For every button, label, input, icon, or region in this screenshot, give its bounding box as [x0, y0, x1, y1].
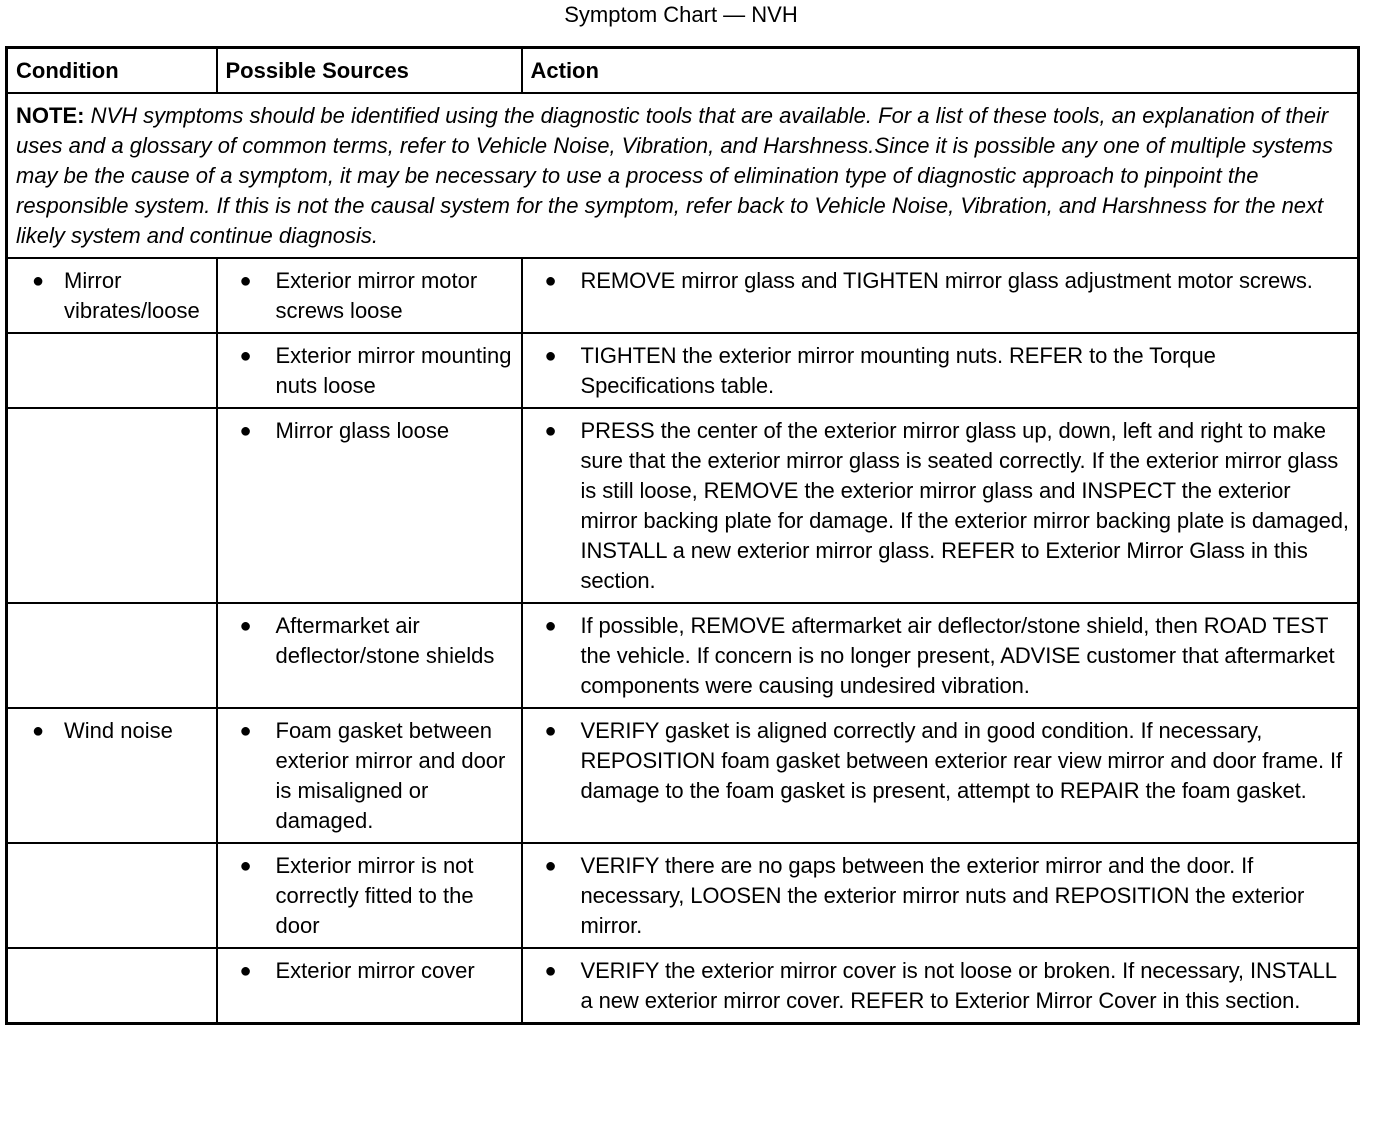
source-text: Foam gasket between exterior mirror and door is misaligned or damaged.: [275, 718, 506, 833]
condition-cell: [7, 258, 217, 333]
table-row: [7, 258, 1359, 333]
action-cell: [522, 948, 1359, 1024]
bullet-icon: ●: [239, 720, 252, 742]
condition-cell: [7, 708, 217, 843]
source-text: Exterior mirror mounting nuts loose: [275, 343, 512, 398]
bullet-icon: ●: [544, 615, 557, 637]
action-text: PRESS the center of the exterior mirror glass up, down, left and right to make sure that the exterior mirror glass is seated correctly. If the exterior mirror glass is still loose, REMOVE the exterior mirror glass and INSPECT the exterior mirror backing plate for damage. If the exterior mirror backing plate is damaged, INSTALL a new exterior mirror glass. REFER to Exterior Mirror Glass in this section.: [580, 418, 1349, 593]
table-row: [7, 708, 1359, 843]
header-condition: Condition: [7, 48, 217, 94]
note-text: NVH symptoms should be identified using the diagnostic tools that are available. For a list of these tools, an explanation of their uses and a glossary of common terms, refer to Vehicle Noise, Vibration, and Harshness.Since it is possible any one of multiple systems may be the cause of a symptom, it may be necessary to use a process of elimination type of diagnostic approach to pinpoint the responsible system. If this is not the causal system for the symptom, refer back to Vehicle Noise, Vibration, and Harshness for the next likely system and continue diagnosis.: [16, 103, 1333, 248]
action-cell: [522, 843, 1359, 948]
header-row: [7, 48, 1359, 94]
symptom-table: [5, 46, 1360, 1025]
action-cell: [522, 708, 1359, 843]
action-text: REMOVE mirror glass and TIGHTEN mirror glass adjustment motor screws.: [580, 268, 1313, 293]
action-cell: [522, 258, 1359, 333]
bullet-icon: ●: [544, 855, 557, 877]
bullet-item: [16, 716, 208, 746]
bullet-icon: ●: [239, 270, 252, 292]
chart-caption: Symptom Chart — NVH: [564, 2, 798, 27]
condition-cell: [7, 843, 217, 948]
source-cell: [217, 603, 522, 708]
bullet-item: [226, 611, 513, 671]
bullet-item: [531, 611, 1350, 701]
table-row: [7, 948, 1359, 1024]
condition-cell: [7, 408, 217, 603]
bullet-item: [531, 851, 1350, 941]
bullet-item: [531, 956, 1350, 1016]
action-text: TIGHTEN the exterior mirror mounting nuts. REFER to the Torque Specifications table.: [580, 343, 1216, 398]
note-row: [7, 93, 1359, 258]
bullet-item: [531, 341, 1350, 401]
bullet-icon: ●: [32, 720, 45, 742]
bullet-item: [531, 266, 1350, 296]
condition-text: Wind noise: [64, 718, 173, 743]
action-text: If possible, REMOVE aftermarket air deflector/stone shield, then ROAD TEST the vehicle. If concern is no longer present, ADVISE customer that aftermarket components were causing undesired vibration.: [580, 613, 1335, 698]
bullet-icon: ●: [239, 345, 252, 367]
bullet-item: [226, 851, 513, 941]
bullet-icon: ●: [544, 960, 557, 982]
bullet-item: [531, 416, 1350, 596]
bullet-icon: ●: [239, 615, 252, 637]
bullet-item: [226, 341, 513, 401]
bullet-icon: ●: [544, 720, 557, 742]
source-text: Exterior mirror is not correctly fitted to the door: [275, 853, 474, 938]
condition-cell: [7, 948, 217, 1024]
action-cell: [522, 333, 1359, 408]
table-row: [7, 843, 1359, 948]
bullet-item: [531, 716, 1350, 806]
bullet-item: [226, 266, 513, 326]
source-text: Exterior mirror cover: [275, 958, 475, 983]
bullet-item: [226, 416, 513, 446]
source-text: Aftermarket air deflector/stone shields: [275, 613, 495, 668]
source-cell: [217, 948, 522, 1024]
bullet-icon: ●: [239, 420, 252, 442]
source-cell: [217, 258, 522, 333]
bullet-icon: ●: [544, 345, 557, 367]
note-cell: [7, 93, 1359, 258]
source-cell: [217, 708, 522, 843]
condition-text: Mirror vibrates/loose: [64, 268, 200, 323]
source-cell: [217, 843, 522, 948]
bullet-icon: ●: [239, 855, 252, 877]
bullet-icon: ●: [239, 960, 252, 982]
table-row: [7, 603, 1359, 708]
note-label: NOTE:: [16, 103, 85, 128]
header-possible-sources: Possible Sources: [217, 48, 522, 94]
condition-cell: [7, 603, 217, 708]
bullet-icon: ●: [544, 420, 557, 442]
action-text: VERIFY there are no gaps between the exterior mirror and the door. If necessary, LOOSEN the exterior mirror nuts and REPOSITION the exterior mirror.: [580, 853, 1305, 938]
bullet-icon: ●: [32, 270, 45, 292]
action-text: VERIFY gasket is aligned correctly and in good condition. If necessary, REPOSITION foam gasket between exterior rear view mirror and door frame. If damage to the foam gasket is present, attempt to REPAIR the foam gasket.: [580, 718, 1343, 803]
header-action: Action: [522, 48, 1359, 94]
condition-cell: [7, 333, 217, 408]
table-row: [7, 408, 1359, 603]
action-text: VERIFY the exterior mirror cover is not loose or broken. If necessary, INSTALL a new exterior mirror cover. REFER to Exterior Mirror Cover in this section.: [580, 958, 1337, 1013]
bullet-item: [226, 956, 513, 986]
action-cell: [522, 408, 1359, 603]
source-text: Mirror glass loose: [275, 418, 450, 443]
table-row: [7, 333, 1359, 408]
bullet-icon: ●: [544, 270, 557, 292]
source-text: Exterior mirror motor screws loose: [275, 268, 478, 323]
source-cell: [217, 408, 522, 603]
action-cell: [522, 603, 1359, 708]
bullet-item: [226, 716, 513, 836]
source-cell: [217, 333, 522, 408]
bullet-item: [16, 266, 208, 326]
